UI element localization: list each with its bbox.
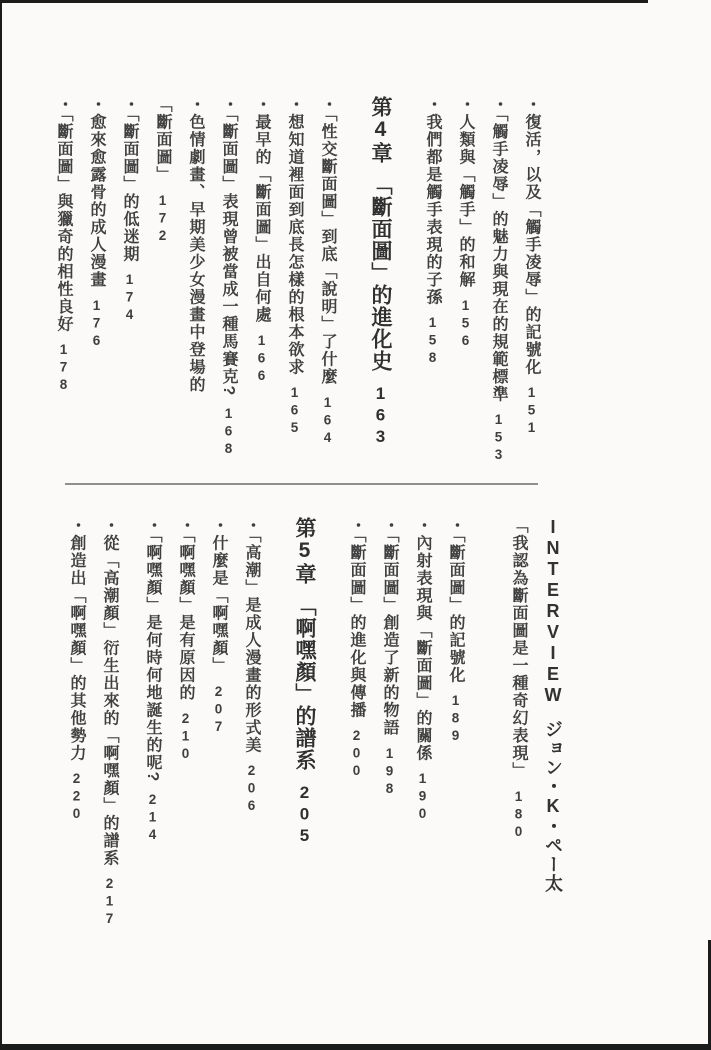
- entry-text: 色情劇畫、早期美少女漫畫中登場的: [187, 113, 204, 394]
- toc-entry: [136, 517, 169, 947]
- bullet-icon: ・: [121, 96, 138, 114]
- bullet-icon: ・: [286, 96, 303, 114]
- bullet-icon: ・: [177, 517, 194, 535]
- bullet-icon: ・: [55, 96, 72, 114]
- bullet-icon: ・: [424, 96, 441, 114]
- entry-text: 「斷面圖」: [154, 96, 171, 184]
- entry-page-number: 172: [155, 192, 170, 245]
- entry-text: 從「高潮顏」衍生出來的「啊嘿顏」的譜系: [101, 534, 118, 867]
- page-edge-top: [0, 0, 648, 3]
- entry-page-number: 166: [254, 332, 269, 385]
- entry-text: 「啊嘿顏」是有原因的: [177, 534, 194, 702]
- bullet-icon: ・: [243, 517, 260, 535]
- chapter-heading-5: [282, 517, 326, 947]
- toc-entry: [60, 517, 93, 947]
- toc-entry: [245, 96, 278, 516]
- page-edge-left: [0, 0, 2, 1050]
- bullet-icon: ・: [447, 517, 464, 535]
- toc-entry: [235, 517, 268, 947]
- entry-text: 想知道裡面到底長怎樣的根本欲求: [286, 113, 303, 376]
- toc-entry: [202, 517, 235, 947]
- entry-text: 內射表現與「斷面圖」的關係: [414, 534, 431, 762]
- interviewee-name: ・ペー太: [543, 817, 563, 893]
- toc-entry: [340, 517, 373, 947]
- entry-text: 「斷面圖」創造了新的物語: [381, 534, 398, 737]
- entry-text: 「性交斷面圖」到底「說明」了什麼: [319, 113, 336, 386]
- interview-heading: [535, 517, 571, 947]
- interview-quote: [502, 517, 535, 947]
- entry-text: 我們都是觸手表現的子孫: [424, 113, 441, 306]
- entry-text: 復活，以及「觸手凌辱」的記號化: [523, 113, 540, 376]
- entry-page-number: 158: [425, 315, 440, 368]
- entry-text: 「斷面圖」的記號化: [447, 534, 464, 684]
- entry-page-number: 190: [415, 771, 430, 824]
- interviewee-name: ジョン・: [543, 720, 563, 796]
- entry-page-number: 176: [89, 297, 104, 350]
- entry-text: 「斷面圖」與獵奇的相性良好: [55, 113, 72, 333]
- bullet-icon: ・: [187, 96, 204, 114]
- toc-entry: [439, 517, 472, 947]
- entry-text: 「斷面圖」的低迷期: [121, 113, 138, 263]
- entry-text: 最早的「斷面圖」出自何處: [253, 113, 270, 324]
- entry-page-number: 200: [349, 728, 364, 781]
- entry-page-number: 206: [244, 763, 259, 816]
- entry-text: 愈來愈露骨的成人漫畫: [88, 113, 105, 289]
- chapter-page-number: 205: [295, 783, 314, 848]
- toc-entry: [406, 517, 439, 947]
- chapter-label: 章: [293, 563, 316, 585]
- entry-page-number: 164: [320, 394, 335, 447]
- toc-entry: [113, 96, 146, 516]
- toc-entry: [482, 96, 515, 516]
- entry-page-number: 168: [221, 405, 236, 459]
- chapter-label: 第: [369, 96, 392, 118]
- bullet-icon: ・: [68, 517, 85, 535]
- entry-page-number: 174: [122, 272, 137, 325]
- toc-entry: [93, 517, 126, 947]
- page-edge-bottom: [0, 1044, 711, 1050]
- entry-page-number: 165: [287, 385, 302, 438]
- entry-page-number: 156: [458, 297, 473, 350]
- chapter-title: 「斷面圖」的進化史: [369, 174, 392, 372]
- toc-entry: [449, 96, 482, 516]
- entry-page-number: 180: [511, 788, 526, 841]
- bullet-icon: ・: [144, 517, 161, 535]
- entry-text: 「斷面圖」表現曾被當成一種馬賽克?: [220, 113, 237, 397]
- chapter-title: 「啊嘿顏」的譜系: [293, 595, 316, 771]
- chapter-label: 章: [369, 142, 392, 164]
- toc-section-chapter5: [60, 517, 571, 947]
- toc-section-chapter4: [47, 96, 548, 516]
- entry-text: 「斷面圖」的進化與傳播: [348, 534, 365, 719]
- toc-entry: [212, 96, 245, 516]
- entry-page-number: 151: [524, 385, 539, 438]
- entry-page-number: 210: [178, 710, 193, 763]
- bullet-icon: ・: [414, 517, 431, 535]
- chapter-heading-4: [358, 96, 402, 516]
- entry-page-number: 178: [56, 342, 71, 395]
- bullet-icon: ・: [348, 517, 365, 535]
- entry-text: 「觸手凌辱」的魅力與現在的規範標準: [490, 113, 507, 403]
- entry-page-number: 153: [491, 412, 506, 465]
- interviewee-initial: K: [543, 796, 563, 817]
- toc-entry: [169, 517, 202, 947]
- entry-text: 什麼是「啊嘿顏」: [210, 534, 227, 675]
- entry-text: 「我認為斷面圖是一種奇幻表現」: [510, 517, 527, 780]
- bullet-icon: ・: [88, 96, 105, 114]
- bullet-icon: ・: [101, 517, 118, 535]
- entry-page-number: 220: [69, 771, 84, 824]
- chapter-number: 5: [293, 539, 316, 563]
- entry-page-number: 189: [448, 693, 463, 746]
- toc-entry: [311, 96, 344, 516]
- toc-entry: [278, 96, 311, 516]
- toc-entry: [80, 96, 113, 516]
- entry-text: 「高潮」是成人漫畫的形式美: [243, 534, 260, 754]
- toc-entry: [373, 517, 406, 947]
- toc-entry: [47, 96, 80, 516]
- entry-text: 「啊嘿顏」是何時何地誕生的呢?: [144, 534, 161, 783]
- chapter-number: 4: [369, 118, 392, 142]
- toc-entry: [416, 96, 449, 516]
- toc-entry-two-line: [146, 96, 212, 516]
- entry-page-number: 217: [102, 876, 117, 929]
- toc-entry: [515, 96, 548, 516]
- entry-page-number: 214: [145, 791, 160, 845]
- chapter-page-number: 163: [371, 384, 390, 449]
- bullet-icon: ・: [457, 96, 474, 114]
- bullet-icon: ・: [253, 96, 270, 114]
- bullet-icon: ・: [210, 517, 227, 535]
- bullet-icon: ・: [220, 96, 237, 114]
- entry-page-number: 198: [382, 745, 397, 798]
- bullet-icon: ・: [381, 517, 398, 535]
- interview-label: INTERVIEW: [543, 517, 563, 706]
- bullet-icon: ・: [319, 96, 336, 114]
- entry-text: 創造出「啊嘿顏」的其他勢力: [68, 534, 85, 762]
- entry-text: 人類與「觸手」的和解: [457, 113, 474, 289]
- bullet-icon: ・: [523, 96, 540, 114]
- entry-page-number: 207: [211, 683, 226, 736]
- bullet-icon: ・: [490, 96, 507, 114]
- chapter-label: 第: [293, 517, 316, 539]
